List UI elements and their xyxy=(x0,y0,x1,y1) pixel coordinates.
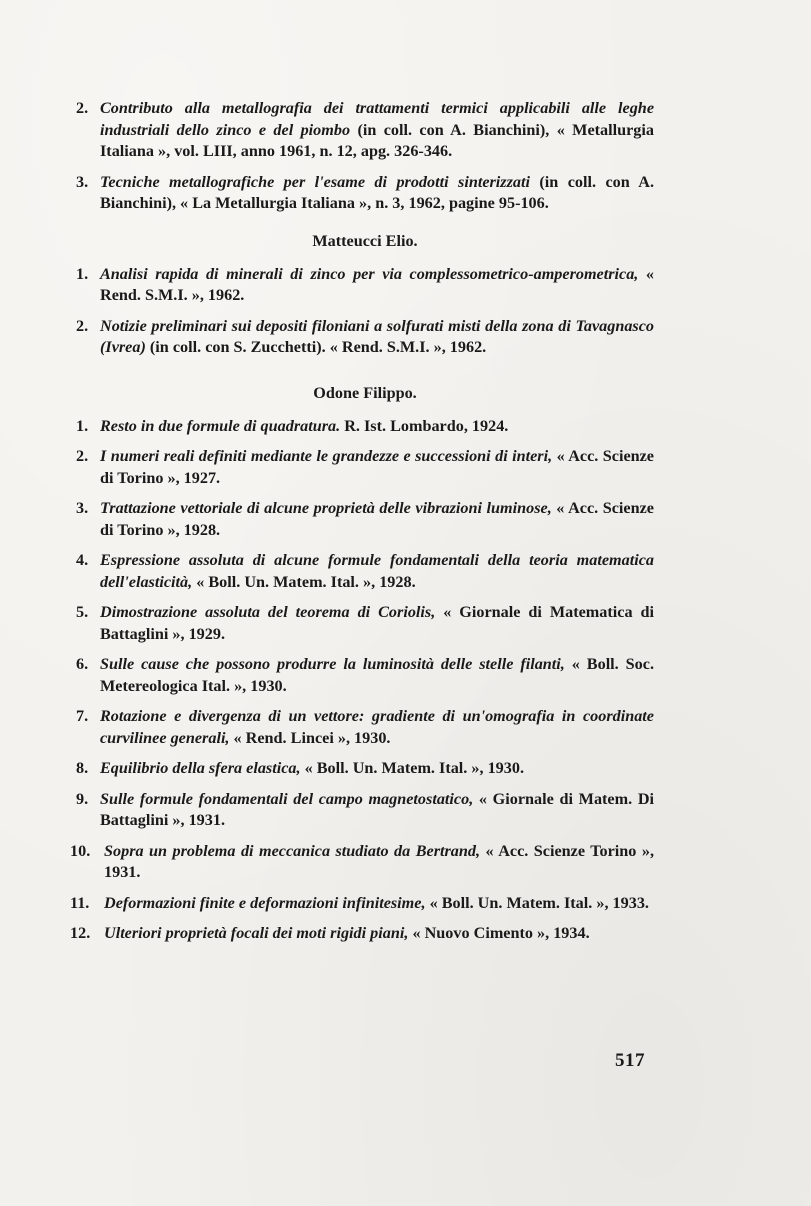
entry-number: 2. xyxy=(76,447,89,465)
entry-title: Ulteriori proprietà focali dei moti rigidi piani, xyxy=(104,924,409,942)
entry-reference: « Boll. Un. Matem. Ital. », 1928. xyxy=(192,572,416,591)
entry-number: 8. xyxy=(76,759,89,777)
entry-number: 12. xyxy=(70,924,91,942)
entry-number: 2. xyxy=(76,99,89,117)
entry-number: 6. xyxy=(76,655,89,673)
bibliography-entry xyxy=(76,172,654,215)
entry-title: I numeri reali definiti mediante le grandezze e successioni di interi, xyxy=(100,447,553,465)
page-number: 517 xyxy=(615,1050,645,1071)
author-heading: Odone Filippo. xyxy=(313,383,417,402)
entry-number: 2. xyxy=(76,316,89,335)
entry-reference: « Giornale di Matem. Di Battaglini », 1931. xyxy=(100,789,655,829)
entry-reference: R. Ist. Lombardo, 1924. xyxy=(340,416,509,435)
entry-reference: « Nuovo Cimento », 1934. xyxy=(408,924,590,942)
entry-number: 3. xyxy=(76,499,89,517)
bibliography-entry xyxy=(76,446,654,489)
entry-title: Sulle formule fondamentali del campo magnetostatico, xyxy=(100,789,474,808)
entry-title: Contributo alla metallografia dei trattamenti termici applicabili alle leghe industriali dello zinco e del piombo xyxy=(100,99,654,139)
entry-number: 9. xyxy=(76,789,89,808)
entry-number: 10. xyxy=(70,841,91,860)
entry-title: Sulle cause che possono produrre la luminosità delle stelle filanti, xyxy=(100,655,565,673)
entry-number: 7. xyxy=(76,707,89,725)
bibliography-entry xyxy=(76,316,654,359)
bibliography-entry xyxy=(76,498,654,541)
bibliography-list xyxy=(70,98,655,954)
entry-title: Resto in due formule di quadratura. xyxy=(100,416,341,435)
bibliography-entry xyxy=(76,602,654,645)
bibliography-entry xyxy=(70,893,654,915)
entry-number: 3. xyxy=(76,172,89,191)
entry-reference: « Boll. Soc. Metereologica Ital. », 1930. xyxy=(100,655,654,695)
entry-number: 11. xyxy=(70,893,90,912)
bibliography-entry xyxy=(76,654,654,697)
bibliography-entry xyxy=(76,789,654,832)
bibliography-entry xyxy=(70,841,654,884)
entry-reference: « Boll. Un. Matem. Ital. », 1930. xyxy=(300,759,525,777)
entry-title: Espressione assoluta di alcune formule fondamentali della teoria matematica dell'elasticità, xyxy=(100,551,654,591)
entry-reference: « Acc. Scienze di Torino », 1928. xyxy=(100,499,654,539)
entry-title: Tecniche metallografiche per l'esame di prodotti sinterizzati xyxy=(100,172,530,191)
bibliography-entry xyxy=(70,923,654,945)
entry-reference: « Rend. S.M.I. », 1962. xyxy=(100,264,655,304)
bibliography-entry xyxy=(76,550,654,593)
entry-title: Sopra un problema di meccanica studiato da Bertrand, xyxy=(104,841,481,860)
entry-reference: (in coll. con A. Bianchini), « La Metallurgia Italiana », n. 3, 1962, pagine 95-106. xyxy=(100,172,654,212)
entry-title: Trattazione vettoriale di alcune proprietà delle vibrazioni luminose, xyxy=(100,499,552,517)
bibliography-entry xyxy=(76,264,654,307)
entry-title: Dimostrazione assoluta del teorema di Coriolis, xyxy=(100,603,436,621)
entry-reference: (in coll. con S. Zucchetti). « Rend. S.M.I. », 1962. xyxy=(145,338,487,356)
entry-number: 1. xyxy=(76,416,89,435)
author-heading: Matteucci Elio. xyxy=(312,231,418,250)
bibliography-entry xyxy=(76,758,654,780)
entry-title: Analisi rapida di minerali di zinco per via complessometrico-amperometrica, xyxy=(100,264,639,283)
entry-title: Deformazioni finite e deformazioni infinitesime, xyxy=(104,893,426,912)
entry-reference: « Giornale di Matematica di Battaglini », 1929. xyxy=(100,603,654,643)
entry-reference: « Acc. Scienze Torino », 1931. xyxy=(104,841,654,881)
entry-reference: « Acc. Scienze di Torino », 1927. xyxy=(100,447,654,487)
entry-title: Notizie preliminari sui depositi filoniani a solfurati misti della zona di Tavagnasco (Ivrea) xyxy=(100,316,654,356)
entry-number: 1. xyxy=(76,264,89,283)
entry-number: 5. xyxy=(76,603,89,621)
entry-title: Equilibrio della sfera elastica, xyxy=(100,759,301,777)
entry-number: 4. xyxy=(76,551,89,569)
entry-title: Rotazione e divergenza di un vettore: gradiente di un'omografia in coordinate curvilinee generali, xyxy=(100,707,654,747)
bibliography-entry xyxy=(76,706,654,749)
entry-reference: « Rend. Lincei », 1930. xyxy=(229,728,391,747)
entry-reference: (in coll. con A. Bianchini), « Metallurgia Italiana », vol. LIII, anno 1961, n. 12, apg. 326-346. xyxy=(100,120,654,160)
entry-reference: « Boll. Un. Matem. Ital. », 1933. xyxy=(425,893,649,912)
bibliography-entry xyxy=(76,98,654,163)
bibliography-entry xyxy=(76,416,654,438)
